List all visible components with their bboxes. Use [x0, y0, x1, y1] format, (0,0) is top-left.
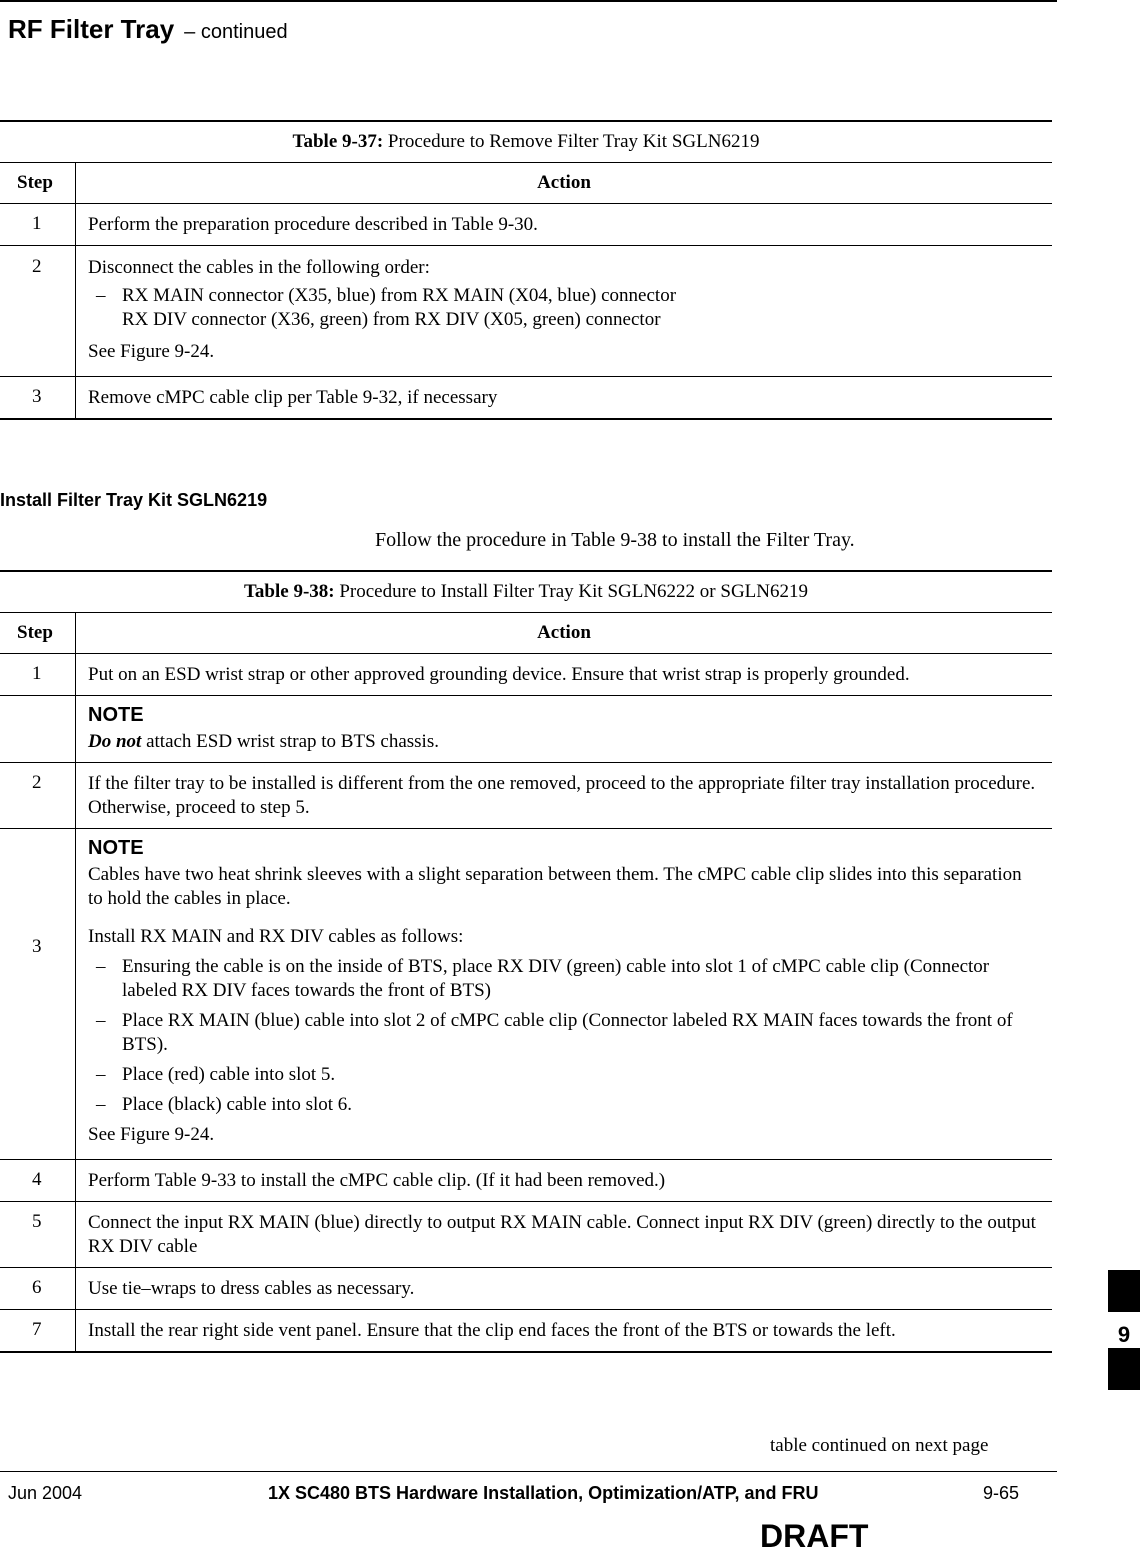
- table-caption-number: Table 9-38:: [243, 581, 335, 602]
- footer-title: 1X SC480 BTS Hardware Installation, Optimization/ATP, and FRU: [268, 1483, 819, 1503]
- footer-page-number: 9-65: [983, 1483, 1020, 1503]
- draft-watermark: DRAFT: [760, 1518, 869, 1554]
- note-label: NOTE: [88, 704, 144, 726]
- note-text: Cables have two heat shrink sleeves with a slight separation between them. The cMPC cable clip slides into this separation to hold the cables in place.: [88, 864, 1022, 909]
- note-emphasis: Do not: [88, 731, 142, 752]
- step-number: 3: [0, 377, 76, 420]
- step-number: 5: [0, 1202, 76, 1268]
- list-item-text: Ensuring the cable is on the inside of BTS, place RX DIV (green) cable into slot 1 of cMPC cable clip (Connector labeled RX DIV faces towards the front of BTS): [122, 956, 990, 1001]
- header-title: RF Filter Tray: [8, 14, 175, 44]
- table-row: [0, 829, 1052, 1160]
- table-9-37: [0, 120, 1052, 420]
- table-continued-note: table continued on next page: [770, 1435, 989, 1456]
- column-header-action: Action: [76, 163, 1053, 204]
- chapter-tab-top-block: [1108, 1270, 1140, 1312]
- step-action: Perform Table 9-33 to install the cMPC cable clip. (If it had been removed.): [76, 1160, 1053, 1202]
- list-item: [88, 1009, 1038, 1057]
- column-header-step: Step: [0, 613, 76, 654]
- column-header-step: Step: [0, 163, 76, 204]
- header-rule: [0, 0, 1057, 2]
- step-action: [76, 246, 1053, 377]
- list-item: [88, 1063, 1038, 1087]
- step-action: Install the rear right side vent panel. Ensure that the clip end faces the front of the BTS or towards the left.: [76, 1310, 1053, 1353]
- step-number: 2: [0, 246, 76, 377]
- dash-bullet: –: [96, 285, 106, 306]
- step-action: If the filter tray to be installed is different from the one removed, proceed to the appropriate filter tray installation procedure. Otherwise, proceed to step 5.: [76, 763, 1053, 829]
- table-row: [0, 1202, 1052, 1268]
- list-item-text: Place RX MAIN (blue) cable into slot 2 of cMPC cable clip (Connector labeled RX MAIN faces towards the front of BTS).: [122, 1010, 1013, 1055]
- dash-bullet: –: [96, 1010, 106, 1031]
- step-action: Use tie–wraps to dress cables as necessary.: [76, 1268, 1053, 1310]
- column-header-action: Action: [76, 613, 1053, 654]
- step-action: [76, 829, 1053, 1160]
- table-row: [0, 654, 1052, 696]
- list-item-text: Place (black) cable into slot 6.: [122, 1094, 353, 1115]
- table-row: [0, 763, 1052, 829]
- figure-reference: See Figure 9-24.: [88, 341, 215, 362]
- table-row: [0, 1268, 1052, 1310]
- list-item-text: RX DIV connector (X36, green) from RX DIV (X05, green) connector: [122, 309, 661, 330]
- step-text: Install RX MAIN and RX DIV cables as follows:: [88, 926, 464, 947]
- section-heading: Install Filter Tray Kit SGLN6219: [0, 490, 268, 510]
- table-caption: [0, 121, 1052, 163]
- page-header: [8, 14, 288, 45]
- step-action: Perform the preparation procedure described in Table 9-30.: [76, 204, 1053, 246]
- table-caption-text: Procedure to Remove Filter Tray Kit SGLN6219: [383, 131, 760, 152]
- table-caption-number: Table 9-37:: [292, 131, 384, 152]
- step-number: 1: [0, 204, 76, 246]
- table-9-38: [0, 570, 1052, 1353]
- table-row: [0, 204, 1052, 246]
- list-item: [88, 284, 1038, 332]
- note-block: [76, 696, 1053, 763]
- note-text: [88, 730, 1038, 754]
- section-intro: Follow the procedure in Table 9-38 to install the Filter Tray.: [375, 529, 855, 551]
- step-action: Connect the input RX MAIN (blue) directly to output RX MAIN cable. Connect input RX DIV (green) directly to the output RX DIV cable: [76, 1202, 1053, 1268]
- step-number-empty: [0, 696, 76, 763]
- list-item: [88, 1093, 1038, 1117]
- table-row: [0, 246, 1052, 377]
- chapter-tab-bottom-block: [1108, 1348, 1140, 1390]
- header-continued: – continued: [184, 21, 288, 43]
- dash-bullet: –: [96, 1094, 106, 1115]
- note-label: NOTE: [88, 837, 144, 859]
- list-item-text: Place (red) cable into slot 5.: [122, 1064, 336, 1085]
- dash-bullet: –: [96, 1064, 106, 1085]
- figure-reference: See Figure 9-24.: [88, 1124, 215, 1145]
- table-caption: [0, 571, 1052, 613]
- step-number: 3: [0, 829, 76, 1160]
- table-row: [0, 1310, 1052, 1353]
- footer-date: Jun 2004: [8, 1483, 83, 1503]
- chapter-tab-number: 9: [1117, 1322, 1131, 1347]
- list-item-text: RX MAIN connector (X35, blue) from RX MAIN (X04, blue) connector: [122, 285, 677, 306]
- table-caption-text: Procedure to Install Filter Tray Kit SGLN6222 or SGLN6219: [334, 581, 809, 602]
- step-number: 6: [0, 1268, 76, 1310]
- step-number: 1: [0, 654, 76, 696]
- step-number: 2: [0, 763, 76, 829]
- step-text: Disconnect the cables in the following order:: [88, 257, 430, 278]
- list-item: [88, 955, 1038, 1003]
- step-action: Put on an ESD wrist strap or other approved grounding device. Ensure that wrist strap is properly grounded.: [76, 654, 1053, 696]
- step-number: 7: [0, 1310, 76, 1353]
- step-action: Remove cMPC cable clip per Table 9-32, if necessary: [76, 377, 1053, 420]
- step-number: 4: [0, 1160, 76, 1202]
- table-row: [0, 377, 1052, 420]
- footer-rule: [0, 1471, 1057, 1472]
- dash-bullet: –: [96, 956, 106, 977]
- table-row: [0, 1160, 1052, 1202]
- note-rest: attach ESD wrist strap to BTS chassis.: [141, 731, 439, 752]
- table-row: [0, 696, 1052, 763]
